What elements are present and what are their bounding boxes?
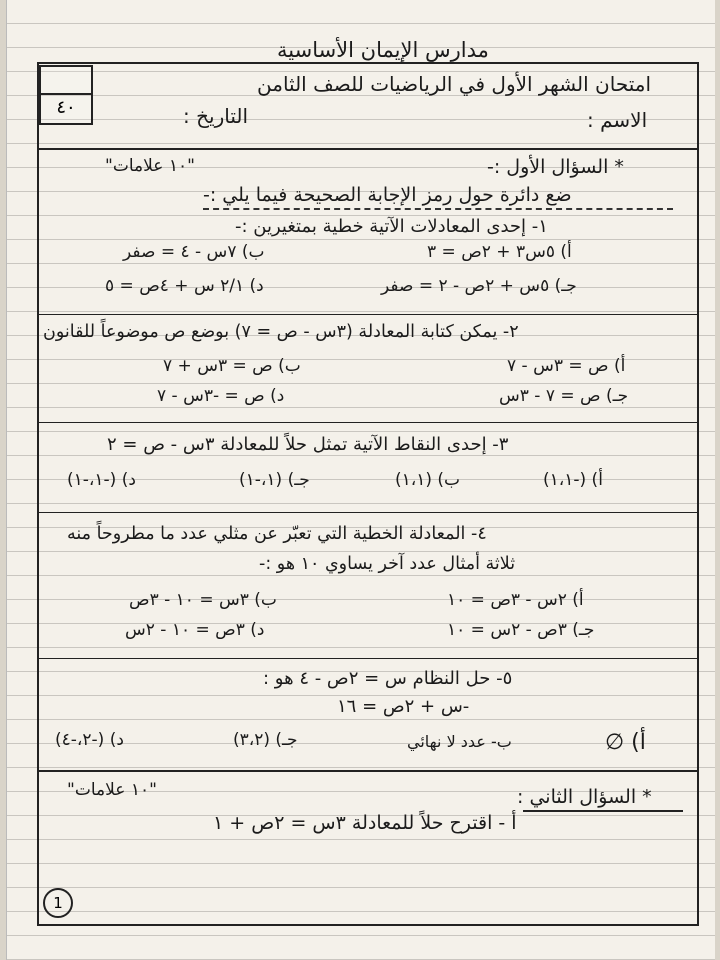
date-label: التاريخ : [183, 104, 249, 128]
q1-item1-option-d: د) ٢/١ س + ٤ص = ٥ [105, 276, 264, 296]
q1-item1-option-c: جـ) ٥س + ٢ص - ٢ = صفر [381, 276, 577, 296]
q1-end-divider [37, 770, 697, 772]
item2-divider [37, 422, 697, 423]
q1-item2-stem: ٢- يمكن كتابة المعادلة (٣س - ص = ٧) بوضع ص موضوعاً للقانون [43, 322, 519, 342]
q1-item2-option-a: أ) ص = ٣س - ٧ [507, 356, 626, 376]
q1-item1-option-b: ب) ٧س - ٤ = صفر [123, 242, 265, 262]
q1-item4-option-d: د) ٣ص = ١٠ - ٢س [125, 620, 265, 640]
score-divider [41, 93, 91, 95]
exam-title: امتحان الشهر الأول في الرياضيات للصف الثامن [257, 72, 652, 96]
q1-item5-stem-cont: -س + ٢ص = ١٦ [337, 696, 470, 717]
q1-item2-option-d: د) ص = -٣س - ٧ [157, 386, 285, 406]
q1-item1-option-a: أ) ٥س٣ + ٢ص = ٣ [427, 242, 572, 262]
q1-item5-option-d: د) (-٢،-٤) [55, 730, 124, 750]
q1-item5-option-a: أ) ∅ [605, 730, 646, 755]
q1-item4-option-c: جـ) ٣ص - ٢س = ١٠ [447, 620, 595, 640]
exam-paper [6, 0, 715, 960]
q1-item5-option-c: جـ) (٣،٢) [233, 730, 298, 750]
q1-item4-stem: ٤- المعادلة الخطية التي تعبّر عن مثلي عدد ما مطروحاً منه [67, 524, 487, 544]
q2-marks: "١٠ علامات" [67, 780, 157, 800]
name-label: الاسم : [587, 108, 648, 132]
item4-divider [37, 658, 697, 659]
q1-instruction: ضع دائرة حول رمز الإجابة الصحيحة فيما يلي :- [203, 184, 572, 206]
q1-item5-option-b: ب- عدد لا نهائي [407, 732, 512, 751]
q1-item2-option-c: جـ) ص = ٧ - ٣س [499, 386, 629, 406]
q1-item4-stem-cont: ثلاثة أمثال عدد آخر يساوي ١٠ هو :- [259, 554, 516, 574]
q1-marks: "١٠ علامات" [105, 156, 195, 176]
q1-item3-option-d: د) (-١،-١) [67, 470, 136, 490]
q2-part-a: أ - اقترح حلاً للمعادلة ٣س = ٢ص + ١ [213, 812, 517, 834]
q1-item3-option-a: أ) (-١،١) [543, 470, 603, 490]
school-name: مدارس الإيمان الأساسية [277, 38, 489, 62]
header-divider [37, 148, 697, 150]
q1-item3-stem: ٣- إحدى النقاط الآتية تمثل حلاً للمعادلة ٣س - ص = ٢ [107, 434, 509, 455]
item3-divider [37, 512, 697, 513]
q1-item1-stem: ١- إحدى المعادلات الآتية خطية بمتغيرين :- [235, 216, 548, 237]
q1-item4-option-b: ب) ٣س = ١٠ - ٣ص [129, 590, 277, 610]
total-mark: ٤٠ [56, 97, 76, 118]
q1-title: * السؤال الأول :- [487, 156, 624, 178]
q2-title-underline [523, 810, 683, 812]
instruction-underline [203, 208, 673, 210]
q1-item2-option-b: ب) ص = ٣س + ٧ [163, 356, 301, 376]
q1-item3-option-b: ب) (١،١) [395, 470, 461, 490]
q1-item3-option-c: جـ) (١،-١) [239, 470, 310, 490]
item1-divider [37, 314, 697, 315]
page-number: 1 [43, 888, 73, 918]
q1-item4-option-a: أ) ٢س - ٣ص = ١٠ [447, 590, 584, 610]
q2-title: * السؤال الثاني : [517, 786, 652, 808]
q1-item5-stem: ٥- حل النظام س = ٢ص - ٤ هو : [263, 668, 513, 689]
score-box [39, 65, 93, 125]
